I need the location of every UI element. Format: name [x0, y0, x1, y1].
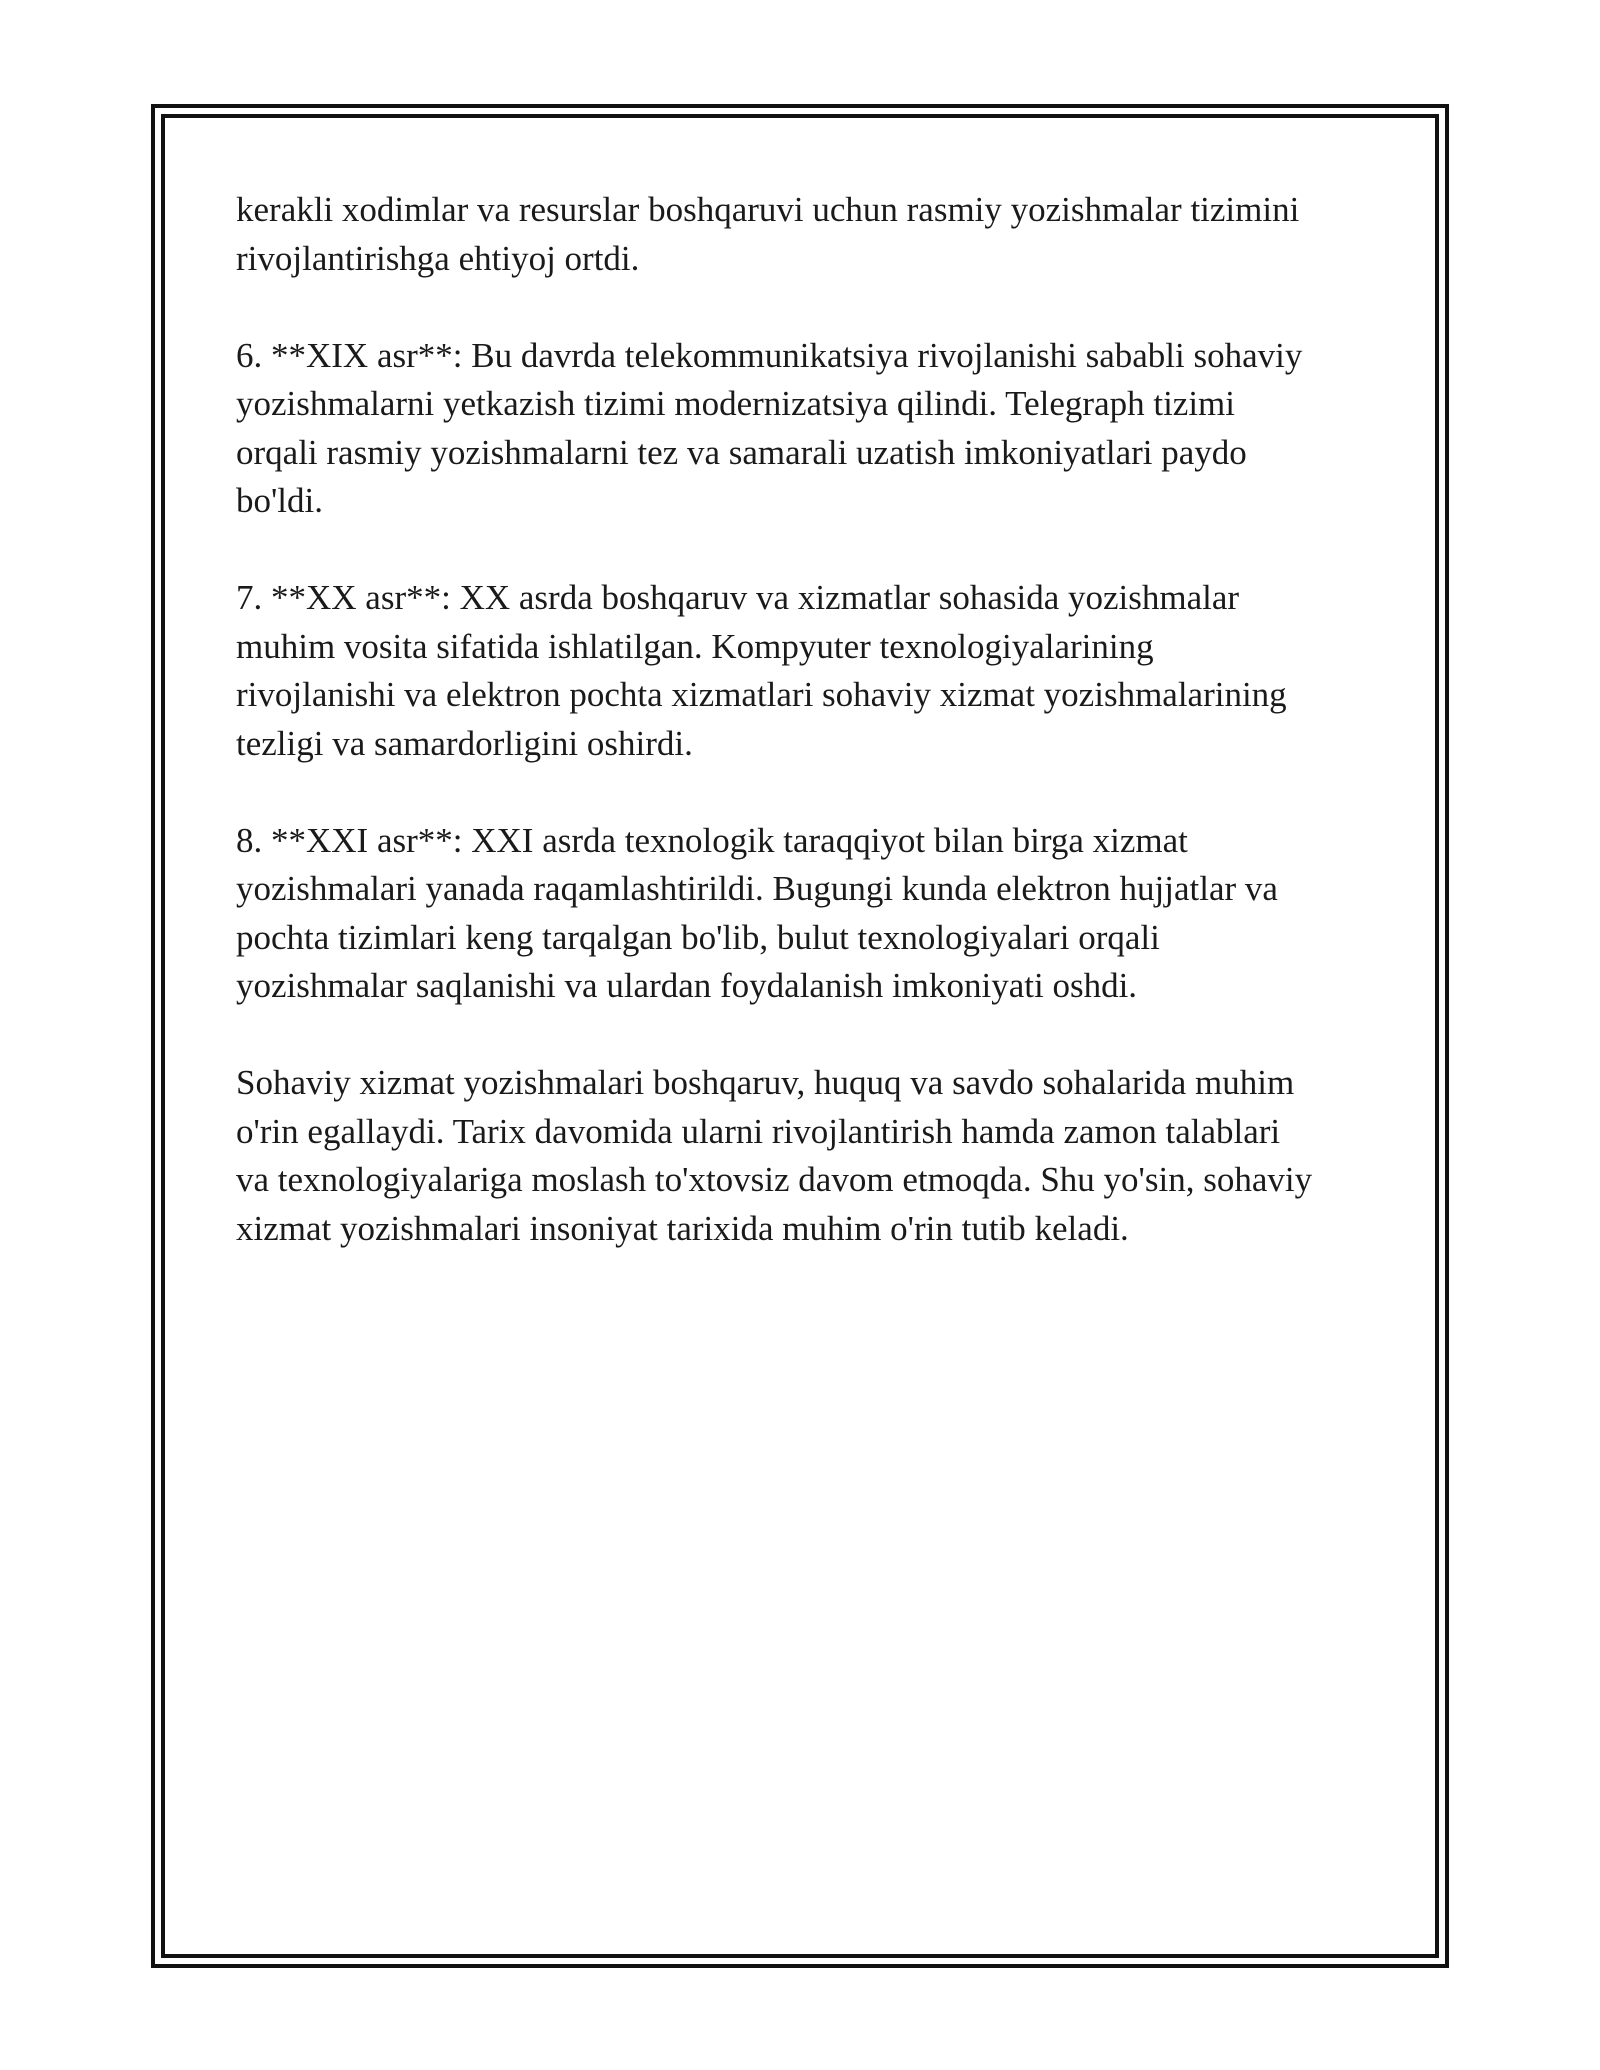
document-body	[236, 186, 1376, 1302]
paragraph-xix-century: 6. **XIX asr**: Bu davrda telekommunikatsiya rivojlanishi sababli sohaviy yozishmalarni yetkazish tizimi modernizatsiya qilindi. Telegraph tizimi orqali rasmiy yozishmalarni tez va samarali uzatish imkoniyatlari paydo bo'ldi.	[236, 335, 1303, 520]
paragraph-intro-continuation: kerakli xodimlar va resurslar boshqaruvi uchun rasmiy yozishmalar tizimini rivojlantirishga ehtiyoj ortdi.	[236, 190, 1300, 278]
paragraph-conclusion: Sohaviy xizmat yozishmalari boshqaruv, huquq va savdo sohalarida muhim o'rin egallaydi. Tarix davomida ularni rivojlantirish hamda zamon talablari va texnologiyalariga moslash to'xtovsiz davom etmoqda. Shu yo'sin, sohaviy xizmat yozishmalari insoniyat tarixida muhim o'rin tutib keladi.	[236, 1063, 1313, 1248]
paragraph-xxi-century: 8. **XXI asr**: XXI asrda texnologik taraqqiyot bilan birga xizmat yozishmalari yanada raqamlashtirildi. Bugungi kunda elektron hujjatlar va pochta tizimlari keng tarqalgan bo'lib, bulut texnologiyalari orqali yozishmalar saqlanishi va ulardan foydalanish imkoniyati oshdi.	[236, 820, 1278, 1005]
paragraph-xx-century: 7. **XX asr**: XX asrda boshqaruv va xizmatlar sohasida yozishmalar muhim vosita sifatida ishlatilgan. Kompyuter texnologiyalarining rivojlanishi va elektron pochta xizmatlari sohaviy xizmat yozishmalarining tezligi va samardorligini oshirdi.	[236, 578, 1287, 763]
